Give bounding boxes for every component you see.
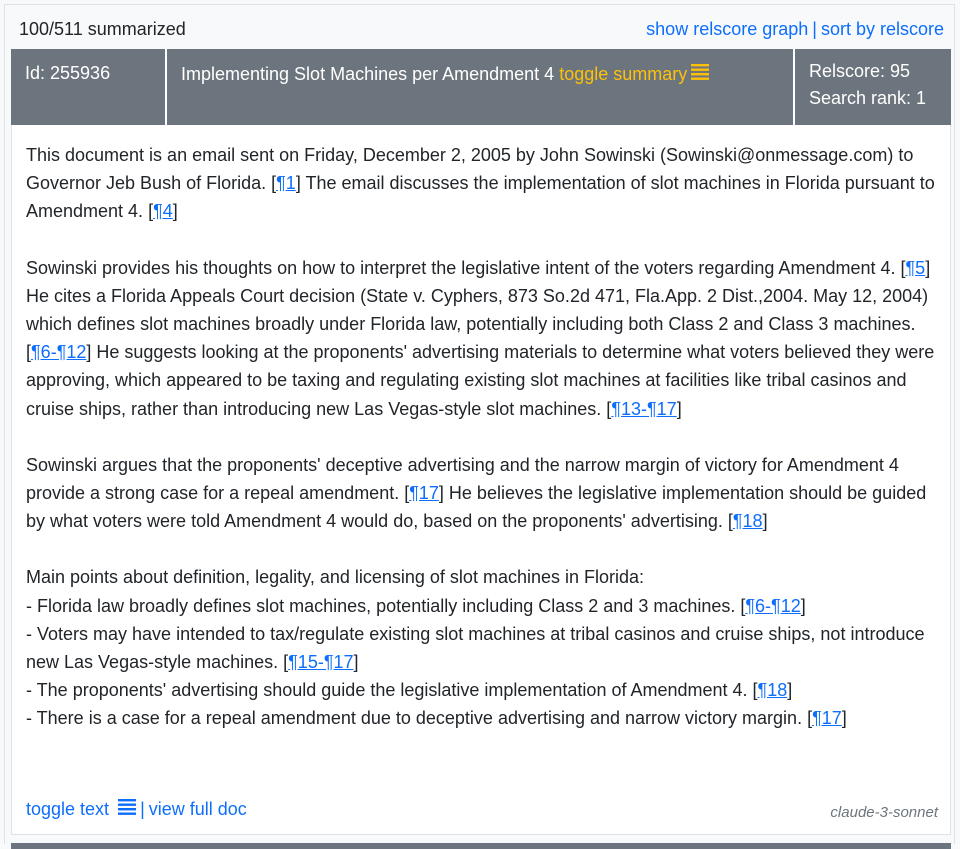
summary-text: ] He believes the legislative implementation should be guided by what voters were told Amendment 4 would do, based on the proponents' advertising. [ [26, 483, 927, 532]
bullet-text: - There is a case for a repeal amendment due to deceptive advertising and narrow victory margin. [ [26, 708, 813, 729]
summary-body [11, 125, 951, 835]
lines-icon [118, 798, 136, 818]
card-footer [26, 795, 938, 825]
paragraph-ref-link[interactable]: ¶13-¶17 [611, 398, 677, 419]
summary-paragraph [26, 451, 936, 536]
summary-text: ] [676, 398, 682, 419]
paragraph-ref-link[interactable]: ¶1 [276, 173, 296, 194]
paragraph-ref-link[interactable]: ¶18 [732, 511, 763, 532]
main-points-intro: Main points about definition, legality, and licensing of slot machines in Florida: [26, 567, 645, 588]
toggle-text-link[interactable] [26, 799, 136, 819]
paragraph-ref-link[interactable]: ¶6-¶12 [31, 342, 87, 363]
show-relscore-graph-link[interactable]: show relscore graph [646, 19, 809, 39]
paragraph-ref-link[interactable]: ¶17 [812, 708, 842, 729]
relscore: Relscore: 95 [809, 61, 911, 81]
document-card [4, 4, 955, 844]
footer-separator: | [140, 799, 145, 819]
bullet-text: - Florida law broadly defines slot machines, potentially including Class 2 and 3 machines. [ [26, 595, 746, 616]
toolbar-links [646, 19, 944, 40]
results-toolbar [5, 5, 954, 49]
summary-paragraph [26, 254, 936, 423]
summary-text: ] The email discusses the implementation of slot machines in Florida pursuant to Amendment 4. [ [26, 173, 935, 222]
toggle-summary-link[interactable] [559, 64, 709, 84]
bullet-text: - Voters may have intended to tax/regulate existing slot machines at tribal casinos and cruise ships, not introduce new Las Vegas-style machines. [ [26, 623, 925, 673]
paragraph-ref-link[interactable]: ¶15-¶17 [288, 652, 354, 673]
document-header [11, 49, 951, 125]
toggle-text-label: toggle text [26, 799, 110, 819]
view-full-doc-link[interactable]: view full doc [148, 799, 247, 819]
lines-icon [691, 63, 709, 83]
summary-text: ] He cites a Florida Appeals Court decision (State v. Cyphers, 873 So.2d 471, Fla.App. 2 Dist.,2004. May 12, 2004) which defines slot machines broadly under Florida law, potentially including both Class 2 and Class 3 machines. [ [26, 257, 931, 363]
paragraph-ref-link[interactable]: ¶18 [757, 680, 788, 701]
bullet-close: ] [787, 680, 793, 701]
summary-text: ] He suggests looking at the proponents' advertising materials to determine what voters believed they were approving, which appeared to be taxing and regulating existing slot machines at facilities like tribal casinos and cruise ships, rather than introducing new Las Vegas-style slot machines. [ [26, 342, 935, 419]
toggle-summary-label: toggle summary [559, 64, 688, 84]
doc-title-cell [167, 49, 795, 125]
paragraph-ref-link[interactable]: ¶5 [905, 257, 926, 278]
summary-main-points [26, 563, 936, 732]
bullet-close: ] [841, 708, 847, 729]
summary-text: Sowinski provides his thoughts on how to interpret the legislative intent of the voters regarding Amendment 4. [ [26, 257, 906, 278]
doc-id: Id: 255936 [11, 49, 167, 125]
toolbar-separator: | [812, 19, 817, 39]
summary-text: Sowinski argues that the proponents' deceptive advertising and the narrow margin of victory for Amendment 4 provide a strong case for a repeal amendment. [ [26, 454, 899, 504]
doc-title: Implementing Slot Machines per Amendment 4 [181, 64, 555, 84]
summarized-count: 100/511 summarized [19, 19, 186, 39]
summary-text: ] [762, 511, 768, 532]
bullet-close: ] [353, 652, 359, 673]
paragraph-ref-link[interactable]: ¶4 [153, 201, 173, 222]
model-name: claude-3-sonnet [830, 804, 938, 821]
paragraph-ref-link[interactable]: ¶6-¶12 [745, 595, 801, 616]
bullet-close: ] [800, 595, 806, 616]
summary-text: ] [172, 201, 178, 222]
bullet-text: - The proponents' advertising should guide the legislative implementation of Amendment 4. [ [26, 680, 758, 701]
search-rank: Search rank: 1 [809, 88, 927, 108]
paragraph-ref-link[interactable]: ¶17 [409, 483, 439, 504]
summary-text: This document is an email sent on Friday, December 2, 2005 by John Sowinski (Sowinski@onmessage.com) to Governor Jeb Bush of Florida. [ [26, 145, 914, 194]
sort-by-relscore-link[interactable]: sort by relscore [820, 19, 944, 39]
summary-paragraph [26, 141, 936, 226]
doc-scores [795, 44, 951, 125]
